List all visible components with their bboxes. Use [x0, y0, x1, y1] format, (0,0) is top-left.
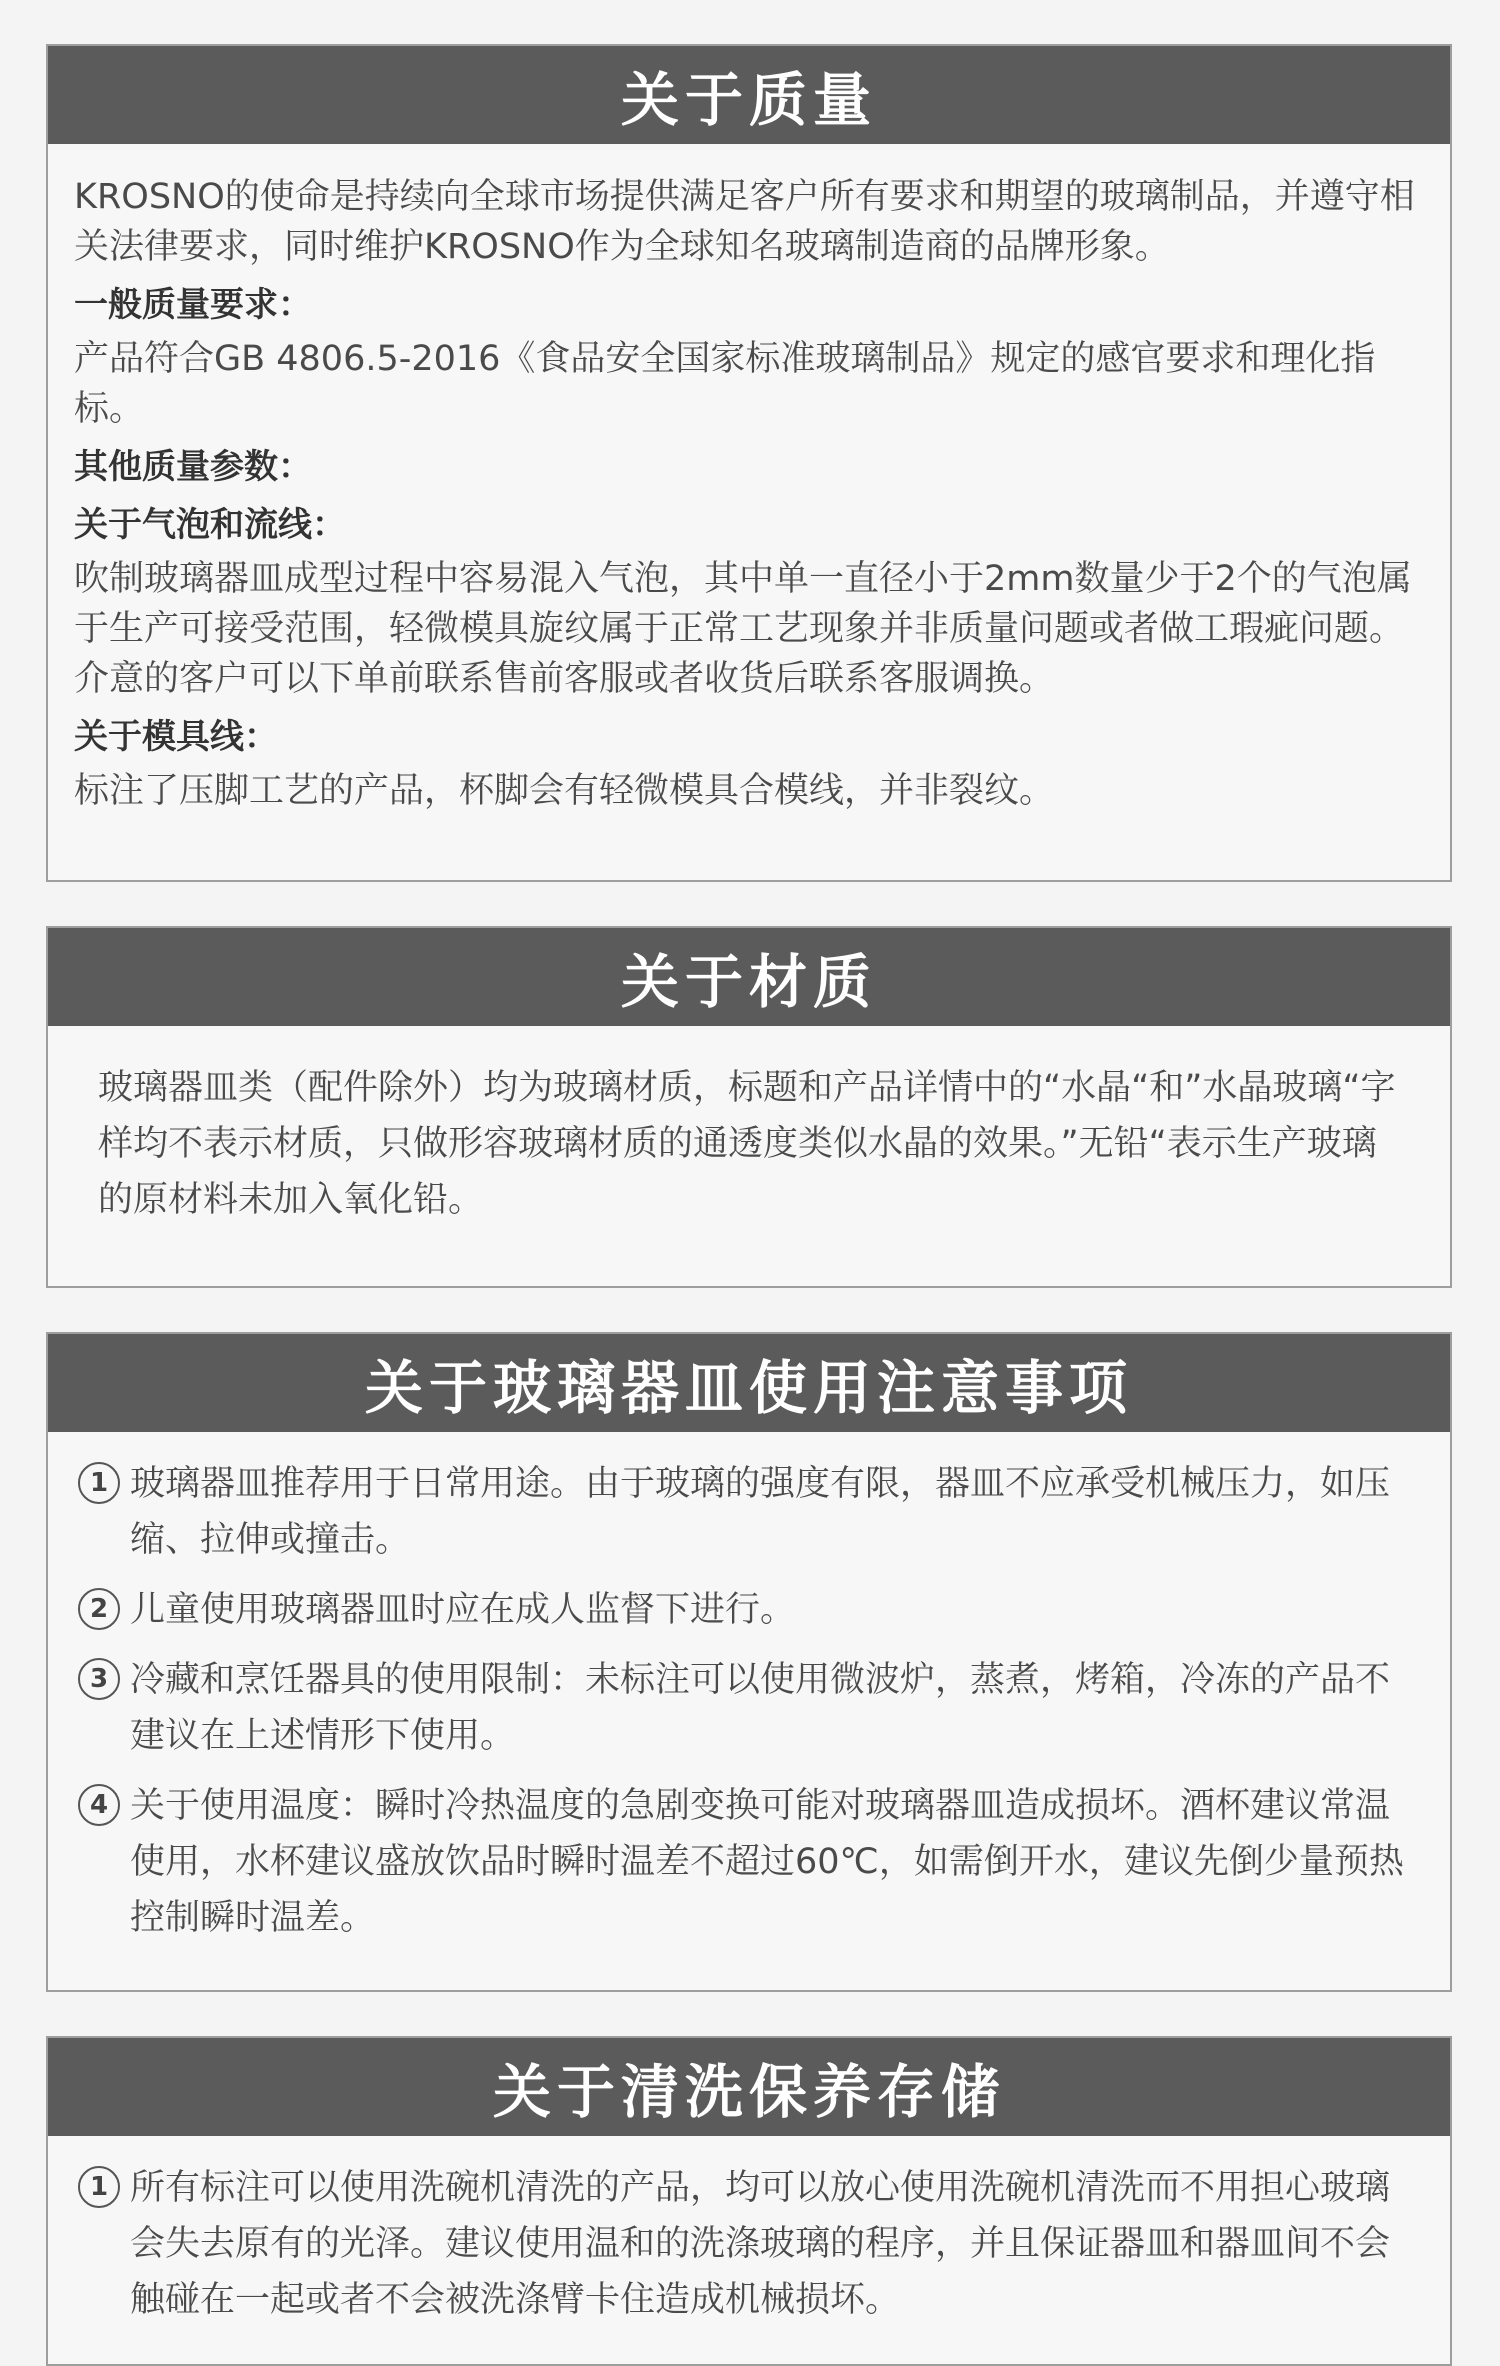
cleaning-card — [46, 2036, 1452, 2366]
quality-intro: KROSNO的使命是持续向全球市场提供满足客户所有要求和期望的玻璃制品，并遵守相关法律要求，同时维护KROSNO作为全球知名玻璃制造商的品牌形象。 — [74, 177, 1415, 267]
circled-number-icon: 4 — [78, 1784, 120, 1826]
quality-body — [48, 144, 1450, 816]
usage-title: 关于玻璃器皿使用注意事项 — [48, 1334, 1450, 1432]
bubbles-text: 吹制玻璃器皿成型过程中容易混入气泡，其中单一直径小于2mm数量少于2个的气泡属于生产可接受范围，轻微模具旋纹属于正常工艺现象并非质量问题或者做工瑕疵问题。介意的客户可以下单前联系售前客服或者收货后联系客服调换。 — [74, 559, 1412, 699]
cleaning-item-text: 所有标注可以使用洗碗机清洗的产品，均可以放心使用洗碗机清洗而不用担心玻璃会失去原有的光泽。建议使用温和的洗涤玻璃的程序，并且保证器皿和器皿间不会触碰在一起或者不会被洗涤臂卡住造成机械损坏。 — [130, 2168, 1391, 2320]
usage-card — [46, 1332, 1452, 1992]
circled-number-icon: 1 — [78, 2166, 120, 2208]
usage-list — [48, 1432, 1450, 1946]
material-card — [46, 926, 1452, 1288]
mold-line-heading: 关于模具线： — [74, 717, 278, 757]
usage-item-text: 冷藏和烹饪器具的使用限制：未标注可以使用微波炉，蒸煮，烤箱，冷冻的产品不建议在上述情形下使用。 — [130, 1660, 1391, 1756]
usage-item-text: 玻璃器皿推荐用于日常用途。由于玻璃的强度有限，器皿不应承受机械压力，如压缩、拉伸或撞击。 — [130, 1464, 1391, 1560]
list-item — [78, 1582, 1420, 1638]
usage-item-text: 关于使用温度：瞬时冷热温度的急剧变换可能对玻璃器皿造成损坏。酒杯建议常温使用，水杯建议盛放饮品时瞬时温差不超过60℃，如需倒开水，建议先倒少量预热控制瞬时温差。 — [130, 1786, 1404, 1938]
list-item — [78, 2160, 1420, 2328]
general-quality-heading: 一般质量要求： — [74, 285, 312, 325]
material-body — [48, 1026, 1450, 1228]
quality-title: 关于质量 — [48, 46, 1450, 144]
general-quality-text: 产品符合GB 4806.5-2016《食品安全国家标准玻璃制品》规定的感官要求和理化指标。 — [74, 339, 1376, 429]
material-title: 关于材质 — [48, 928, 1450, 1026]
cleaning-title: 关于清洗保养存储 — [48, 2038, 1450, 2136]
material-text: 玻璃器皿类（配件除外）均为玻璃材质，标题和产品详情中的“水晶“和”水晶玻璃“字样均不表示材质，只做形容玻璃材质的通透度类似水晶的效果。”无铅“表示生产玻璃的原材料未加入氧化铅。 — [98, 1068, 1396, 1220]
circled-number-icon: 1 — [78, 1462, 120, 1504]
list-item — [78, 1652, 1420, 1764]
mold-line-text: 标注了压脚工艺的产品，杯脚会有轻微模具合模线，并非裂纹。 — [74, 771, 1055, 811]
list-item — [78, 1778, 1420, 1946]
circled-number-icon: 2 — [78, 1588, 120, 1630]
usage-item-text: 儿童使用玻璃器皿时应在成人监督下进行。 — [130, 1590, 796, 1630]
other-quality-heading: 其他质量参数： — [74, 447, 312, 487]
circled-number-icon: 3 — [78, 1658, 120, 1700]
quality-card — [46, 44, 1452, 882]
bubbles-heading: 关于气泡和流线： — [74, 505, 346, 545]
cleaning-list — [48, 2136, 1450, 2328]
list-item — [78, 1456, 1420, 1568]
